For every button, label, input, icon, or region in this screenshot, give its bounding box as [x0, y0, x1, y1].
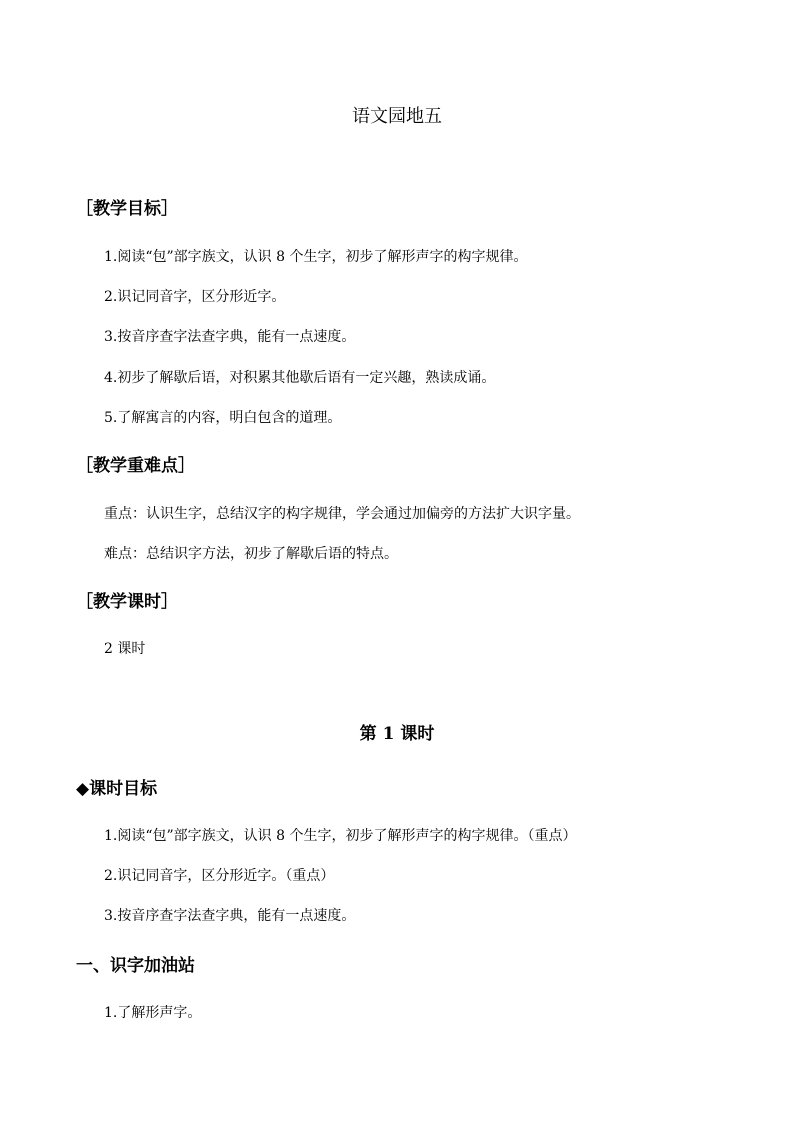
- hours-value: 2 课时: [104, 641, 146, 657]
- lesson-objectives-heading: ◆课时目标: [76, 779, 158, 799]
- section-heading-objectives: ［教学目标］: [76, 199, 178, 219]
- part1-heading: 一、识字加油站: [76, 956, 195, 976]
- lesson-objective-item: 3.按音序查字法查字典，能有一点速度。: [104, 908, 356, 924]
- objective-item: 2.识记同音字，区分形近字。: [104, 289, 286, 305]
- objective-item: 3.按音序查字法查字典，能有一点速度。: [104, 329, 356, 345]
- lesson-heading: 第 1 课时: [359, 724, 435, 744]
- document-title: 语文园地五: [352, 106, 442, 127]
- lesson-objective-item: 1.阅读“包”部字族文，认识 8 个生字，初步了解形声字的构字规律。（重点）: [104, 828, 577, 844]
- lesson-objective-item: 2.识记同音字，区分形近字。（重点）: [104, 868, 335, 884]
- part1-item: 1.了解形声字。: [104, 1005, 202, 1021]
- key-point-item: 难点：总结识字方法，初步了解歇后语的特点。: [104, 546, 398, 562]
- section-heading-hours: ［教学课时］: [76, 592, 178, 612]
- objective-item: 1.阅读“包”部字族文，认识 8 个生字，初步了解形声字的构字规律。: [104, 249, 528, 265]
- key-point-item: 重点：认识生字，总结汉字的构字规律，学会通过加偏旁的方法扩大识字量。: [104, 506, 580, 522]
- objective-item: 5.了解寓言的内容，明白包含的道理。: [104, 410, 342, 426]
- section-heading-key-points: ［教学重难点］: [76, 456, 195, 476]
- objective-item: 4.初步了解歇后语，对积累其他歇后语有一定兴趣，熟读成诵。: [104, 370, 496, 386]
